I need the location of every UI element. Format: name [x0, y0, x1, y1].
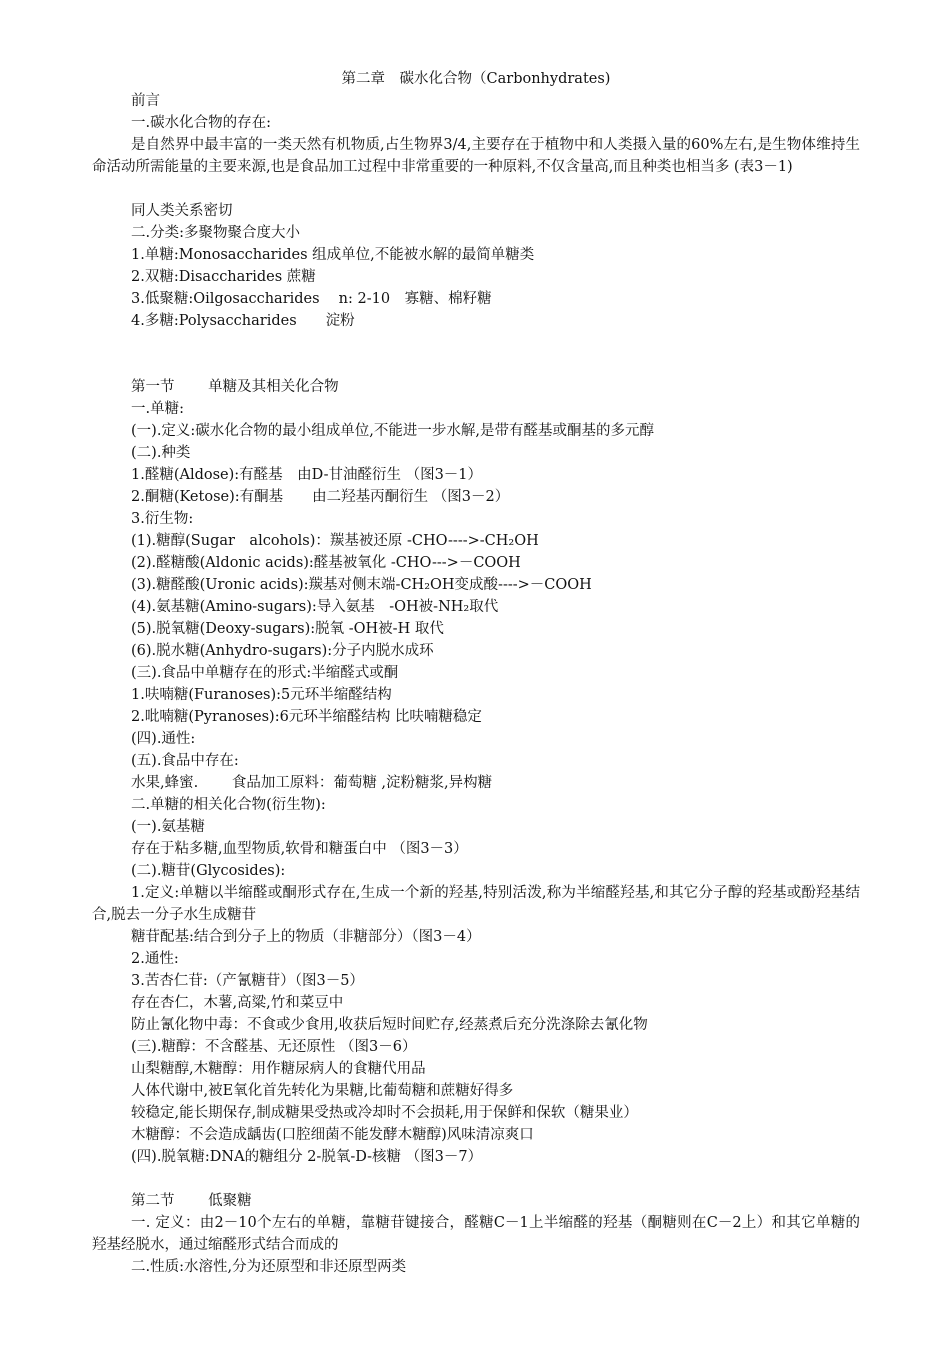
text-line: 3.衍生物:: [131, 511, 194, 527]
text-line: (一).定义:碳水化合物的最小组成单位,不能进一步水解,是带有醛基或酮基的多元醇: [131, 423, 655, 439]
text-line: (三).糖醇：不含醛基、无还原性 （图3－6）: [131, 1039, 417, 1055]
text-line: (4).氨基糖(Amino-sugars):导入氨基 -OH被-NH₂取代: [131, 599, 499, 615]
text-line: 2.吡喃糖(Pyranoses):6元环半缩醛结构 比呋喃糖稳定: [131, 709, 482, 725]
text-line: (一).氨基糖: [131, 819, 205, 835]
text-line: (5).脱氧糖(Deoxy-sugars):脱氧 -OH被-H 取代: [131, 621, 444, 637]
text-line: 二.分类:多聚物聚合度大小: [131, 225, 300, 241]
text-line: 木糖醇：不会造成龋齿(口腔细菌不能发酵木糖醇)风味清凉爽口: [131, 1127, 534, 1143]
text-line: 较稳定,能长期保存,制成糖果受热或冷却时不会损耗,用于保鲜和保软（糖果业）: [131, 1105, 638, 1121]
text-line: 1.单糖:Monosaccharides 组成单位,不能被水解的最简单糖类: [131, 247, 535, 263]
text-line: 防止氰化物中毒：不食或少食用,收获后短时间贮存,经蒸煮后充分洗涤除去氰化物: [131, 1017, 648, 1033]
text-line: 1.醛糖(Aldose):有醛基 由D-甘油醛衍生 （图3－1）: [131, 467, 483, 483]
text-line: 山梨糖醇,木糖醇：用作糖尿病人的食糖代用品: [131, 1061, 426, 1077]
text-line: 人体代谢中,被E氧化首先转化为果糖,比葡萄糖和蔗糖好得多: [131, 1083, 514, 1099]
text-line: 存在于粘多糖,血型物质,软骨和糖蛋白中 （图3－3）: [131, 841, 468, 857]
text-paragraph: 是自然界中最丰富的一类天然有机物质,占生物界3/4,主要存在于植物中和人类摄入量的60%左右,是生物体维持生命活动所需能量的主要来源,也是食品加工过程中非常重要的一种原料,不仅含量高,而且种类也相当多 (表3－1): [92, 137, 860, 175]
text-line: 水果,蜂蜜. 食品加工原料：葡萄糖 ,淀粉糖浆,异构糖: [131, 775, 493, 791]
text-line: (四).脱氧糖:DNA的糖组分 2-脱氧-D-核糖 （图3－7）: [131, 1149, 483, 1165]
text-line: 一.碳水化合物的存在:: [131, 115, 271, 131]
text-line: (2).醛糖酸(Aldonic acids):醛基被氧化 -CHO--->－COOH: [131, 555, 521, 571]
text-paragraph: 一. 定义：由2－10个左右的单糖，靠糖苷键接合，醛糖C－1上半缩醛的羟基（酮糖则在C－2上）和其它单糖的羟基经脱水，通过缩醛形式结合而成的: [92, 1215, 860, 1253]
text-line: 二.单糖的相关化合物(衍生物):: [131, 797, 326, 813]
text-line: 二.性质:水溶性,分为还原型和非还原型两类: [131, 1259, 407, 1275]
text-line: 4.多糖:Polysaccharides 淀粉: [131, 313, 355, 329]
text-line: 一.单糖:: [131, 401, 184, 417]
text-line: (二).种类: [131, 445, 191, 461]
text-paragraph: 1.定义:单糖以半缩醛或酮形式存在,生成一个新的羟基,特别活泼,称为半缩醛羟基,和其它分子醇的羟基或酚羟基结合,脱去一分子水生成糖苷: [92, 885, 860, 923]
text-line: 1.呋喃糖(Furanoses):5元环半缩醛结构: [131, 687, 392, 703]
text-line: 2.双糖:Disaccharides 蔗糖: [131, 269, 316, 285]
text-line: 2.酮糖(Ketose):有酮基 由二羟基丙酮衍生 （图3－2）: [131, 489, 510, 505]
section-heading: 第二节 低聚糖: [131, 1193, 252, 1209]
text-line: 3.低聚糖:Oilgosaccharides n: 2-10 寡糖、棉籽糖: [131, 291, 492, 307]
text-line: (3).糖醛酸(Uronic acids):羰基对侧末端-CH₂OH变成酸---->－COOH: [131, 577, 592, 593]
text-line: 前言: [131, 93, 160, 109]
text-line: 3.苦杏仁苷:（产氰糖苷）（图3－5）: [131, 973, 364, 989]
text-line: 糖苷配基:结合到分子上的物质（非糖部分）（图3－4）: [131, 929, 481, 945]
text-line: (6).脱水糖(Anhydro-sugars):分子内脱水成环: [131, 643, 434, 659]
text-line: (三).食品中单糖存在的形式:半缩醛式或酮: [131, 665, 399, 681]
section-heading: 第一节 单糖及其相关化合物: [131, 379, 339, 395]
text-line: 同人类关系密切: [131, 203, 233, 219]
text-line: (二).糖苷(Glycosides):: [131, 863, 286, 879]
text-line: (五).食品中存在:: [131, 753, 239, 769]
chapter-title: 第二章 碳水化合物（Carbonhydrates): [341, 71, 611, 87]
text-line: 2.通性:: [131, 951, 179, 967]
text-line: 存在杏仁，木薯,高粱,竹和菜豆中: [131, 995, 344, 1011]
text-line: (1).糖醇(Sugar alcohols)：羰基被还原 -CHO---->-CH₂OH: [131, 533, 539, 549]
text-line: (四).通性:: [131, 731, 196, 747]
